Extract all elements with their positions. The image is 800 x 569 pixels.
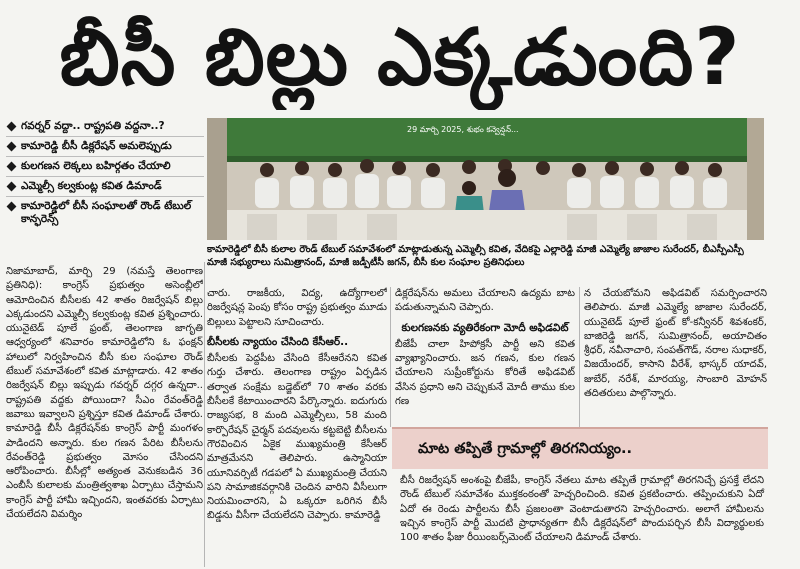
highlight-item: ఎమ్మెల్సీ కల్వకుంట్ల కవిత డిమాండ్ [6,177,204,197]
article-column-1: నిజామాబాద్, మార్చి 29 (నమస్తే తెలంగాణ ప్రతినిధి): కాంగ్రెస్ ప్రభుత్వం అసెంబ్లీలో ఆమోదించిన బీసీలకు 42 శాతం రిజర్వేషన్ బిల్లు ఎక్కడుందని ఎమ్మెల్సీ కల్వకుంట్ల కవిత ప్రశ్నించారు. యునైటెడ్ పూలే ఫ్రంట్, తెలంగాణ జాగృతి ఆధ్వర్యంలో శనివారం కామారెడ్డిలోని ఓ ఫంక్షన్ హాలులో నిర్వహించిన బీసీ కుల సంఘాల రౌండ్ టేబుల్ సమావేశంలో కవిత మాట్లాడారు. 42 శాతం రిజర్వేషన్ బిల్లు ఇప్పుడు గవర్నర్ దగ్గర ఉన్నదా.. రాష్ట్రపతి వద్దకు పోయిందా? సీఎం రేవంత్‌రెడ్డి జవాబు ఇవ్వాలని ప్రశ్నిస్తూ కవిత డిమాండ్ చేశారు. కామారెడ్డి బీసీ డిక్లరేషన్‌కు కాంగ్రెస్ పార్టీ మంగళం పాడిందని అన్నారు. కుల గణన పేరిట బీసీలను రేవంత్‌రెడ్డి ప్రభుత్వం మోసం చేసిందని ఆరోపించారు. బీసీల్లో అత్యంత వెనుకబడిన 36 ఎంబీసీ కులాలకు మంత్రిత్వశాఖ ఏర్పాటు చేస్తామని కాంగ్రెస్ పార్టీ హామీ ఇచ్చిందని, ఇంతవరకు ఏర్పాటు చేయలేదని విమర్శిం [6,266,203,521]
diamond-bullet-icon [7,142,17,152]
diamond-bullet-icon [7,202,17,212]
diamond-bullet-icon [7,122,17,132]
boxed-story-title: మాట తప్పితే గ్రామాల్లో తిరగనియ్యం.. [392,427,768,469]
article-column-3: డిక్లరేషన్‌ను అమలు చేయాలని ఉద్యమ బాట పడుతున్నామని చెప్పారు. కులగణనకు వ్యతిరేకంగా మోదీ అఫిడవిట్ బీజేపీ చాలా హిపోక్రసీ పార్టీ అని కవిత వ్యాఖ్యానించారు. జన గణన, కుల గణన చేయాలని సుప్రీంకోర్టును కోరితే అఫిడవిట్ వేసిన ప్రధాని అని చెప్పుకునే మోదీ తాము కుల గణ [395,288,575,408]
banner-text: 29 మార్చి 2025, శుభం కన్వెన్షన్... [407,125,519,134]
highlight-item: కులగణన లెక్కలు బహిర్గతం చేయాలి [6,157,204,177]
column-divider [204,262,205,567]
highlight-item: కామారెడ్డిలో బీసీ సంఘాలతో రౌండ్ టేబుల్ కాన్ఫరెన్స్ [6,197,204,229]
diamond-bullet-icon [7,162,17,172]
article-column-4: న చేయబోమని అఫిడవిట్ సమర్పించారని తెలిపారు. మాజీ ఎమ్మెల్యే జాజాల సురేందర్, యునైటెడ్ పూలే ఫ్రంట్ కో-కన్వీనర్ శివశంకర్, బాజిరెడ్డి జగన్, సుమిత్రానంద్, అయాచితం శ్రీధర్, నవీనాచారి, సంపత్‌గౌడ్, నరాల సుధాకర్, విజయేందర్, కాసాని వీరేశ్, భాస్కర్ యాదవ్, జుబేర్, నరేశ్, మారయ్య, సాంబారి మోహన్ తదితరులు పాల్గొన్నారు. [584,288,767,400]
highlight-item: కామారెడ్డి బీసీ డిక్లరేషన్ అమలెప్పుడు [6,137,204,157]
highlight-item: గవర్నర్ వద్దా.. రాష్ట్రపతి వద్దనా..? [6,117,204,137]
meeting-photo-illustration [207,118,764,240]
headline: బీసీ బిల్లు ఎక్కడుంది? [59,13,741,103]
subheading: కులగణనకు వ్యతిరేకంగా మోదీ అఫిడవిట్ [401,321,569,334]
column-divider [390,287,391,427]
article-column-2: చారు. రాజకీయ, విద్య, ఉద్యోగాలలో రిజర్వేషన్ల పెంపు కోసం రాష్ట్ర ప్రభుత్వం మూడు బిల్లులు పెట్టాలని సూచించారు. బీసీలకు న్యాయం చేసింది కేసీఆర్.. బీసీలకు పెద్దపీట వేసింది కేసీఆరేనని కవిత గుర్తు చేశారు. తెలంగాణ రాష్ట్రం ఏర్పడిన తర్వాత సంక్షేమ బడ్జెట్‌లో 70 శాతం వరకు బీసీలకే కేటాయించారని పేర్కొన్నారు. ఐదుగురు రాజ్యసభ, 8 మంది ఎమ్మెల్సీలు, 58 మంది కార్పొరేషన్ చైర్మన్ పదవులను కట్టబెట్టి బీసీలను గౌరవించిన ఏకైక ముఖ్యమంత్రి కేసీఆర్ మాత్రమేనని తెలిపారు. ఉస్మానియా యూనివర్సిటీ గడపలో ఏ ముఖ్యమంత్రి చేయని పని సామాజికవర్గానికి చెందిన వారిని వీసీలుగా నియమించారని, ఏ ఒక్కరూ ఒరిగిన బీసీ బిడ్డను వీసీగా చేయలేదని చెప్పారు. కామారెడ్డి [207,288,387,522]
boxed-story-body: బీసీ రిజర్వేషన్ అంశంపై బీజేపీ, కాంగ్రెస్ నేతలు మాట తప్పితే గ్రామాల్లో తిరగనిచ్చే ప్రసక్తే లేదని రౌండ్ టేబుల్ సమావేశం ముక్తకంఠంతో హెచ్చరించింది. కవిత ప్రకటించారు. తప్పించుకుని ఏదో ఏదో ఈ రెండు పార్టీలను బీసీ ప్రజలంతా వెంటాడుతారని హెచ్చరించారు. అలాగే హామీలను ఇచ్చిన కాంగ్రెస్ పార్టీ మొదటి ప్రాధాన్యతగా బీసీ డిక్లరేషన్‌లో పొందుపర్చిన బీసీ విద్యార్థులకు 100 శాతం ఫీజు రీయింబర్స్‌మెంట్ చేయాలని డిమాండ్ చేశారు. [400,475,764,544]
photo-caption: కామారెడ్డిలో బీసీ కులాల రౌండ్ టేబుల్ సమావేశంలో మాట్లాడుతున్న ఎమ్మెల్సీ కవిత, వేదికపై ఎల్లారెడ్డి మాజీ ఎమ్మెల్యే జాజాల సురేందర్, బీఎస్పీఎస్పీ మాజీ సభ్యురాలు సుమిత్రానంద్, మాజీ జడ్పీటీసీ జగన్, బీసీ కుల సంఘాల ప్రతినిధులు [207,244,744,268]
diamond-bullet-icon [7,182,17,192]
news-photo [207,118,764,240]
column-divider [579,287,580,427]
subheading: బీసీలకు న్యాయం చేసింది కేసీఆర్.. [207,335,349,348]
highlights-list [6,117,204,229]
